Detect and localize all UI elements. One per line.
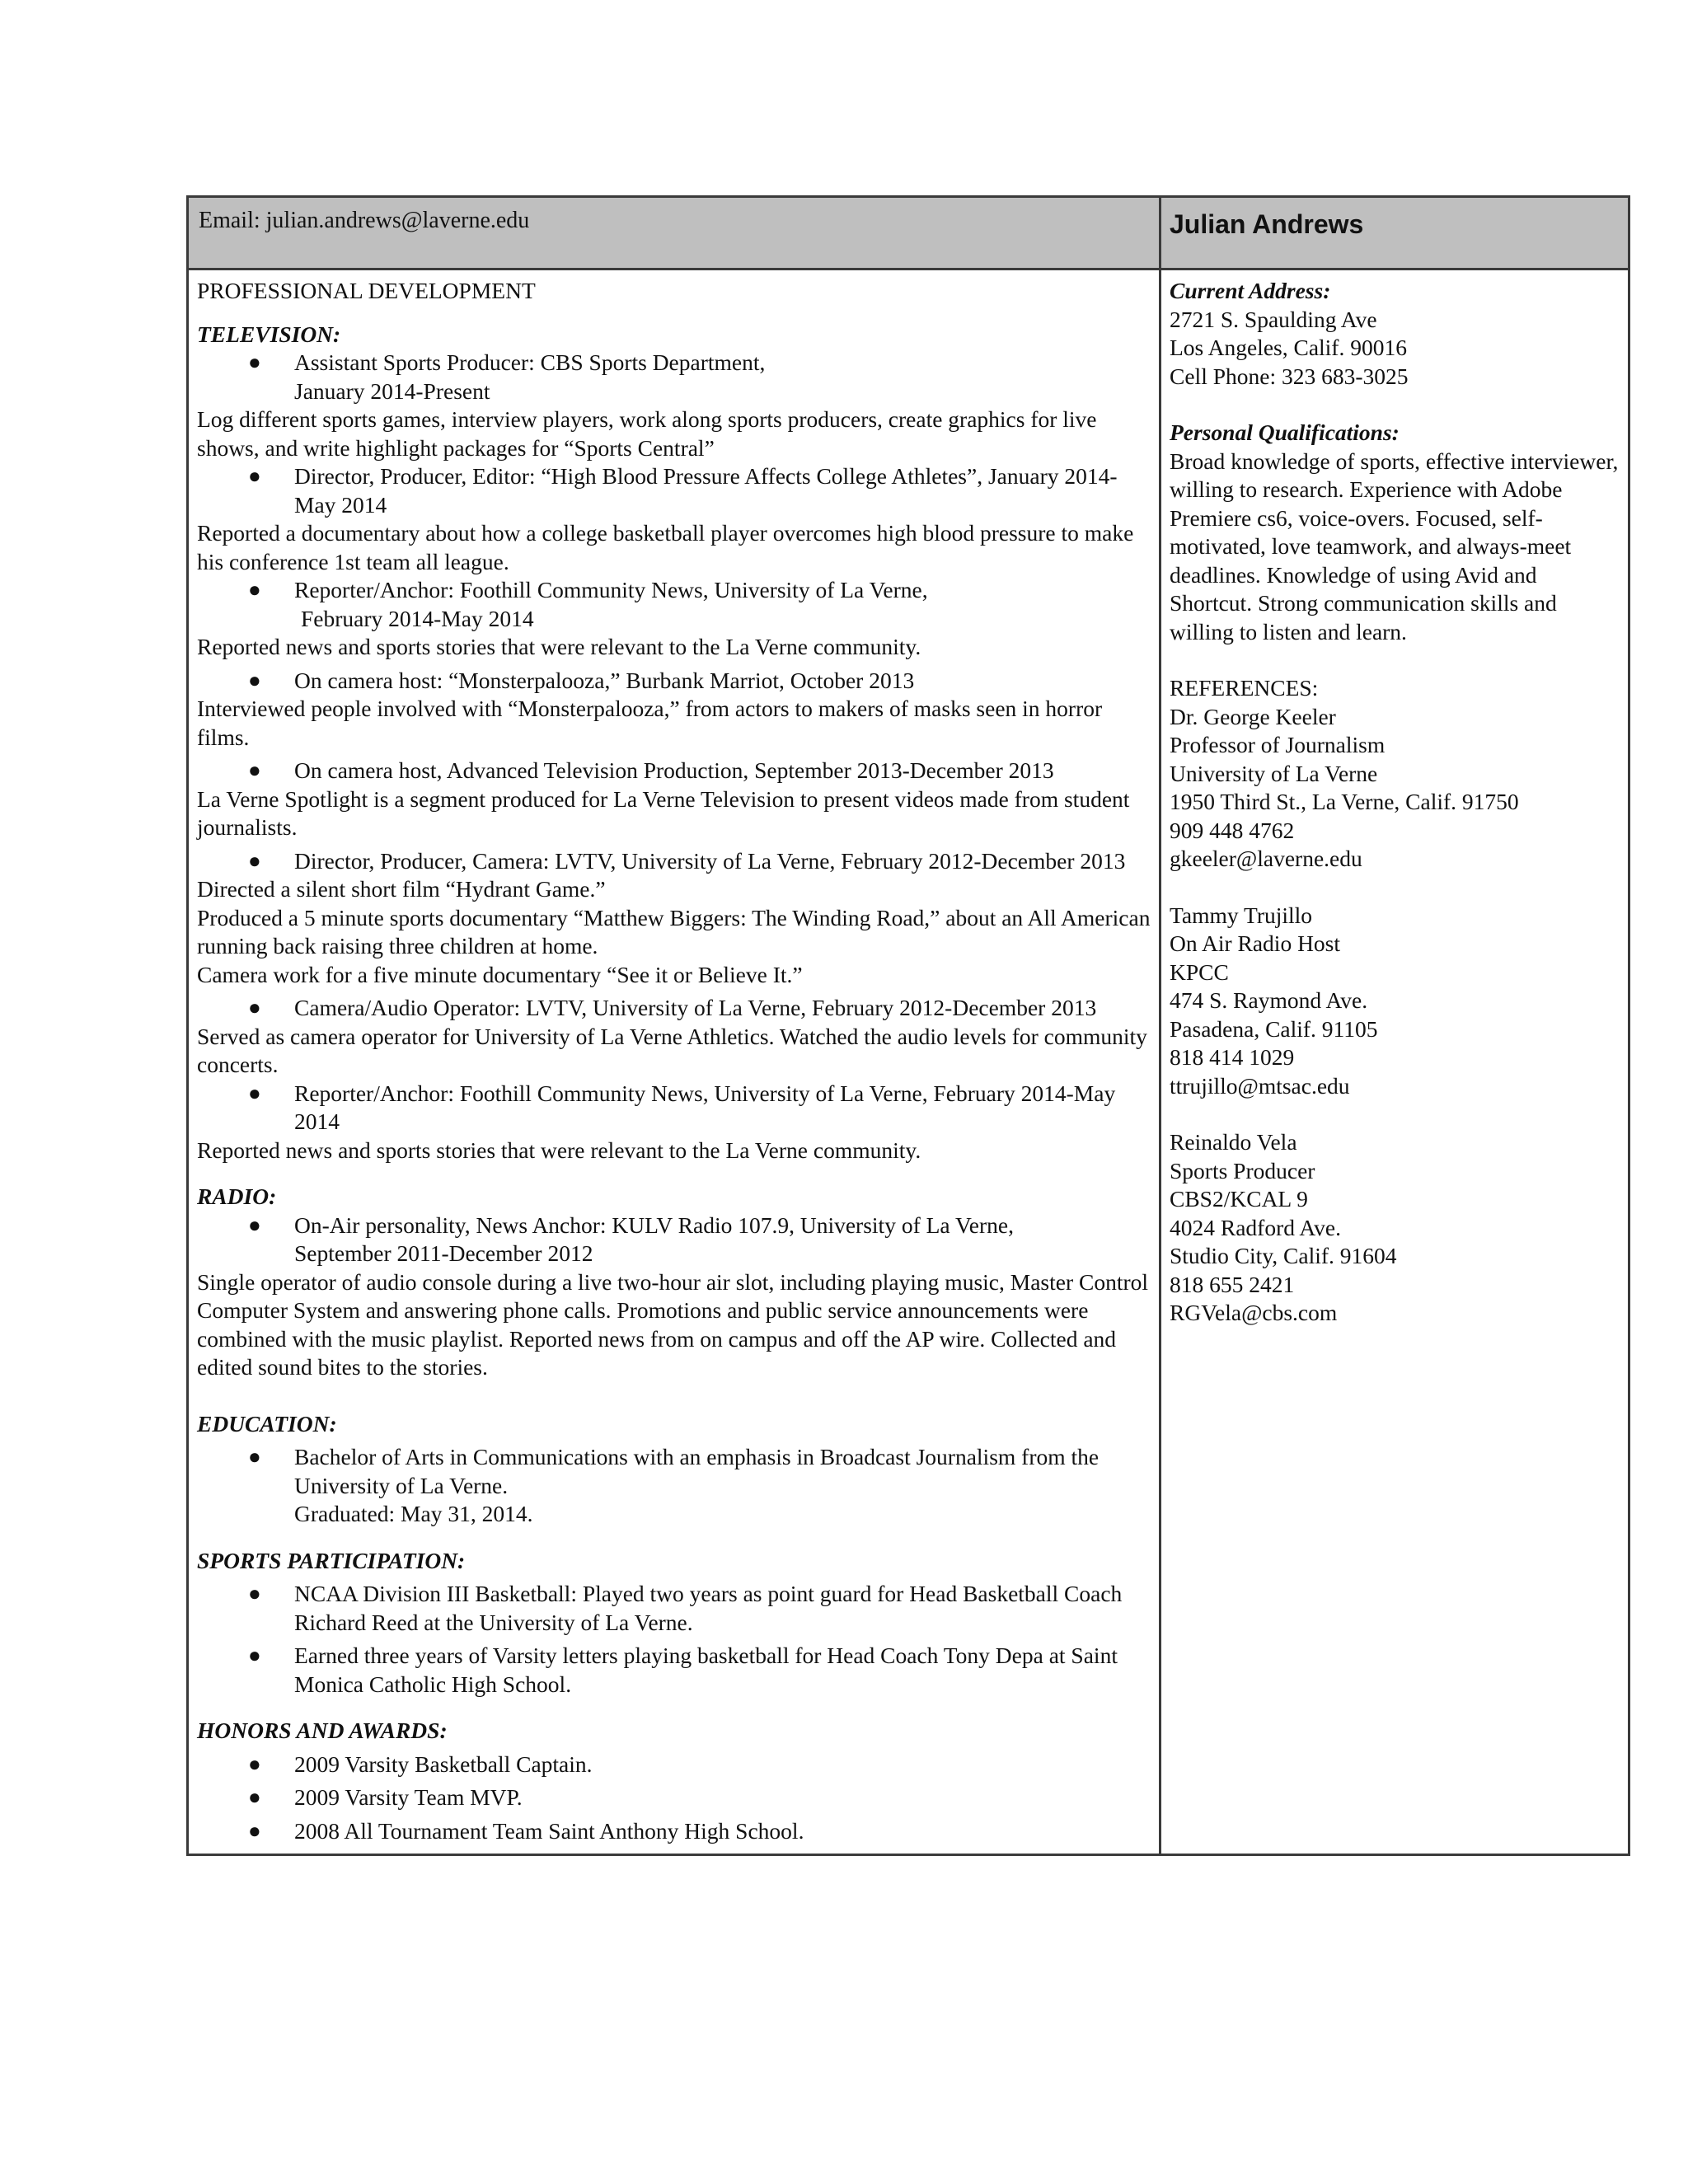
television-list: [197, 667, 1151, 696]
sports-list: [197, 1580, 1151, 1699]
heading-television: TELEVISION:: [197, 321, 341, 347]
bullet-icon: ●: [248, 1445, 261, 1469]
resume-table: [186, 195, 1630, 1856]
body-row: [189, 270, 1628, 1854]
heading-education: EDUCATION:: [197, 1410, 337, 1436]
section-title-professional: PROFESSIONAL DEVELOPMENT: [197, 278, 536, 303]
right-column: [1161, 270, 1628, 1854]
phone-line: Cell Phone: 323 683-3025: [1170, 363, 1409, 389]
item-description: La Verne Spotlight is a segment produced for La Verne Television to present videos made from student journalists.: [197, 785, 1130, 840]
address-heading: Current Address:: [1170, 278, 1331, 303]
bullet-icon: ●: [248, 578, 261, 602]
references-block: [1170, 674, 1620, 1328]
references-heading: REFERENCES:: [1170, 675, 1319, 701]
item-description: Camera work for a five minute documentary “See it or Believe It.”: [197, 961, 803, 987]
address-line: 2721 S. Spaulding Ave: [1170, 306, 1377, 332]
list-item: ● Camera/Audio Operator: LVTV, University of La Verne, February 2012-December 2013: [197, 994, 1151, 1023]
television-list: [197, 1080, 1151, 1137]
list-item: ● 2009 Varsity Basketball Captain.: [197, 1750, 1151, 1779]
heading-radio: RADIO:: [197, 1183, 277, 1209]
radio-list: [197, 1212, 1151, 1268]
item-description: Reported news and sports stories that were relevant to the La Verne community.: [197, 1137, 921, 1163]
heading-sports: SPORTS PARTICIPATION:: [197, 1547, 466, 1573]
item-description: Log different sports games, interview players, work along sports producers, create graphics for live shows, and write highlight packages for “Sports Central”: [197, 406, 1097, 461]
email-cell: Email: julian.andrews@laverne.edu: [189, 198, 1161, 268]
candidate-name: Julian Andrews: [1170, 209, 1364, 239]
education-list: [197, 1443, 1151, 1529]
list-item: ● On camera host: “Monsterpalooza,” Burbank Marriot, October 2013: [197, 667, 1151, 696]
address-line: Los Angeles, Calif. 90016: [1170, 335, 1407, 360]
honors-list: [197, 1750, 1151, 1846]
header-row: [189, 198, 1628, 270]
item-description: Reported a documentary about how a college basketball player overcomes high blood pressure to make his conference 1st team all league.: [197, 520, 1134, 574]
item-description: Directed a silent short film “Hydrant Game.”: [197, 876, 606, 902]
qualifications-block: [1170, 419, 1620, 646]
bullet-icon: ●: [248, 1785, 261, 1809]
bullet-icon: ●: [248, 668, 261, 692]
item-description: Produced a 5 minute sports documentary “Matthew Biggers: The Winding Road,” about an All American running back raising three children at home.: [197, 904, 1151, 958]
reference-entry: Reinaldo Vela Sports Producer CBS2/KCAL 9 4024 Radford Ave. Studio City, Calif. 91604 818 655 2421 RGVela@cbs.com: [1170, 1129, 1397, 1325]
item-description: Reported news and sports stories that were relevant to the La Verne community.: [197, 634, 921, 659]
list-item: ● 2008 All Tournament Team Saint Anthony High School.: [197, 1817, 1151, 1846]
bullet-icon: ●: [248, 1582, 261, 1605]
bullet-icon: ●: [248, 996, 261, 1019]
qualifications-text: Broad knowledge of sports, effective interviewer, willing to research. Experience with Adobe Premiere cs6, voice-overs. Focused, self-motivated, love teamwork, and always-meet deadlines. Knowledge of using Avid and Shortcut. Strong communication skills and willing to listen and learn.: [1170, 448, 1619, 644]
list-item: ● Reporter/Anchor: Foothill Community News, University of La Verne, February 2014-May 2014: [248, 1080, 1116, 1134]
list-item: ● NCAA Division III Basketball: Played two years as point guard for Head Basketball Coach Richard Reed at the University of La Verne.: [248, 1581, 1123, 1635]
list-item: ● Director, Producer, Camera: LVTV, University of La Verne, February 2012-December 2013: [197, 847, 1151, 876]
heading-honors: HONORS AND AWARDS:: [197, 1718, 448, 1743]
television-list: [197, 994, 1151, 1023]
item-description: Interviewed people involved with “Monsterpalooza,” from actors to makers of masks seen in horror films.: [197, 696, 1103, 750]
television-list: [197, 349, 1151, 405]
bullet-icon: ●: [248, 1212, 261, 1237]
television-list: [197, 576, 1151, 633]
reference-entry: Dr. George Keeler Professor of Journalism University of La Verne 1950 Third St., La Verne, Calif. 91750 909 448 4762 gkeeler@laverne.edu: [1170, 703, 1519, 871]
television-list: [197, 757, 1151, 785]
bullet-icon: ●: [248, 464, 261, 488]
list-item: ● Assistant Sports Producer: CBS Sports Department, January 2014-Present: [248, 349, 766, 404]
list-item: ● Reporter/Anchor: Foothill Community News, University of La Verne, February 2014-May 2014: [248, 577, 928, 631]
television-list: [197, 847, 1151, 876]
left-column: [189, 270, 1161, 1854]
item-description: Single operator of audio console during a live two-hour air slot, including playing music, Master Control Computer System and answering phone calls. Promotions and public service announcements were combined with the music playlist. Reported news from on campus and off the AP wire. Collected and edited sound bites to the stories.: [197, 1268, 1149, 1380]
list-item: ● On camera host, Advanced Television Production, September 2013-December 2013: [197, 757, 1151, 785]
list-item: ● Earned three years of Varsity letters playing basketball for Head Coach Tony Depa at Saint Monica Catholic High School.: [248, 1643, 1118, 1697]
list-item: ● On-Air personality, News Anchor: KULV Radio 107.9, University of La Verne, September 2011-December 2012: [248, 1212, 1014, 1266]
list-item: ● Director, Producer, Editor: “High Blood Pressure Affects College Athletes”, January 2014-May 2014: [248, 463, 1118, 518]
bullet-icon: ●: [248, 1751, 261, 1776]
item-description: Served as camera operator for University of La Verne Athletics. Watched the audio levels for community concerts.: [197, 1023, 1147, 1077]
list-item: ● Bachelor of Arts in Communications with an emphasis in Broadcast Journalism from the University of La Verne. Graduated: May 31, 2014.: [248, 1444, 1100, 1526]
bullet-icon: ●: [248, 350, 261, 374]
bullet-icon: ●: [248, 1643, 261, 1667]
address-block: [1170, 277, 1620, 391]
qualifications-heading: Personal Qualifications:: [1170, 419, 1400, 445]
list-item: ● 2009 Varsity Team MVP.: [197, 1783, 1151, 1812]
bullet-icon: ●: [248, 758, 261, 782]
bullet-icon: ●: [248, 1080, 261, 1105]
television-list: [197, 462, 1151, 519]
reference-entry: Tammy Trujillo On Air Radio Host KPCC 474 S. Raymond Ave. Pasadena, Calif. 91105 818 414 1029 ttrujillo@mtsac.edu: [1170, 902, 1378, 1099]
bullet-icon: ●: [248, 848, 261, 873]
bullet-icon: ●: [248, 1818, 261, 1843]
